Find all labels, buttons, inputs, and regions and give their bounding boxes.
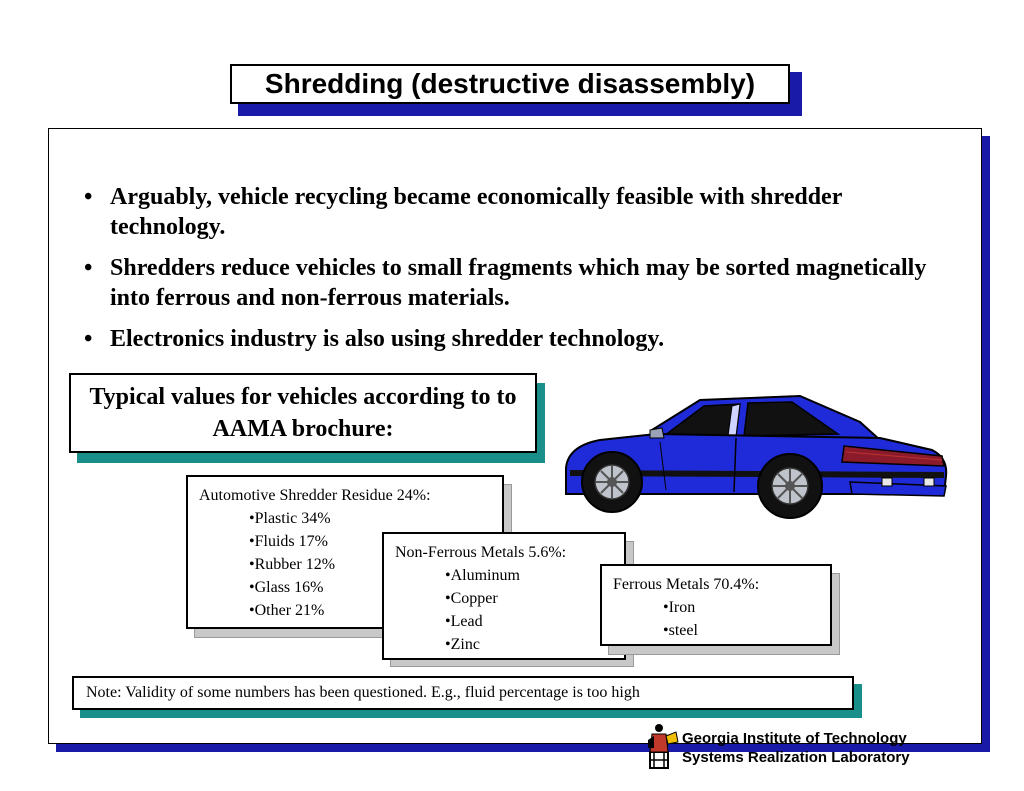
- ferrous-box: [600, 564, 832, 646]
- note-box: Note: Validity of some numbers has been questioned. E.g., fluid percentage is too high: [72, 676, 854, 710]
- asr-item: •Rubber 12%: [249, 556, 336, 573]
- nonferrous-box: [382, 532, 626, 660]
- asr-item: •Plastic 34%: [249, 510, 331, 527]
- ferrous-heading: Ferrous Metals 70.4%:: [613, 576, 760, 593]
- ferrous-item: •steel: [663, 622, 698, 639]
- nonferrous-item: •Zinc: [445, 636, 480, 653]
- georgia-tech-logo-icon: [640, 722, 680, 770]
- ferrous-item: •Iron: [663, 599, 696, 616]
- typical-values-box: Typical values for vehicles according to to AAMA brochure:: [69, 373, 537, 453]
- bullet-item: [80, 324, 960, 354]
- nonferrous-item: •Aluminum: [445, 567, 520, 584]
- asr-item: •Fluids 17%: [249, 533, 328, 550]
- slide-title: Shredding (destructive disassembly): [230, 64, 790, 104]
- asr-heading: Automotive Shredder Residue 24%:: [199, 487, 431, 504]
- bullet-glyph: •: [84, 326, 93, 352]
- bullet-glyph: •: [84, 184, 93, 210]
- footer: [682, 729, 910, 767]
- car-illustration: [560, 390, 952, 524]
- bullet-text: Arguably, vehicle recycling became economically feasible with shredder technology.: [110, 184, 842, 240]
- nonferrous-item: •Copper: [445, 590, 498, 607]
- footer-institute: Georgia Institute of Technology: [682, 730, 907, 747]
- footer-lab: Systems Realization Laboratory: [682, 749, 910, 766]
- nonferrous-item: •Lead: [445, 613, 483, 630]
- bullet-text: Electronics industry is also using shredder technology.: [110, 326, 665, 352]
- bullet-glyph: •: [84, 255, 93, 281]
- bullet-item: [80, 253, 960, 313]
- bullet-item: [80, 182, 960, 242]
- nonferrous-heading: Non-Ferrous Metals 5.6%:: [395, 544, 567, 561]
- bullet-text: Shredders reduce vehicles to small fragments which may be sorted magnetically into ferrous and non-ferrous materials.: [110, 255, 927, 311]
- asr-item: •Other 21%: [249, 602, 325, 619]
- bullet-list: [80, 182, 960, 365]
- asr-item: •Glass 16%: [249, 579, 324, 596]
